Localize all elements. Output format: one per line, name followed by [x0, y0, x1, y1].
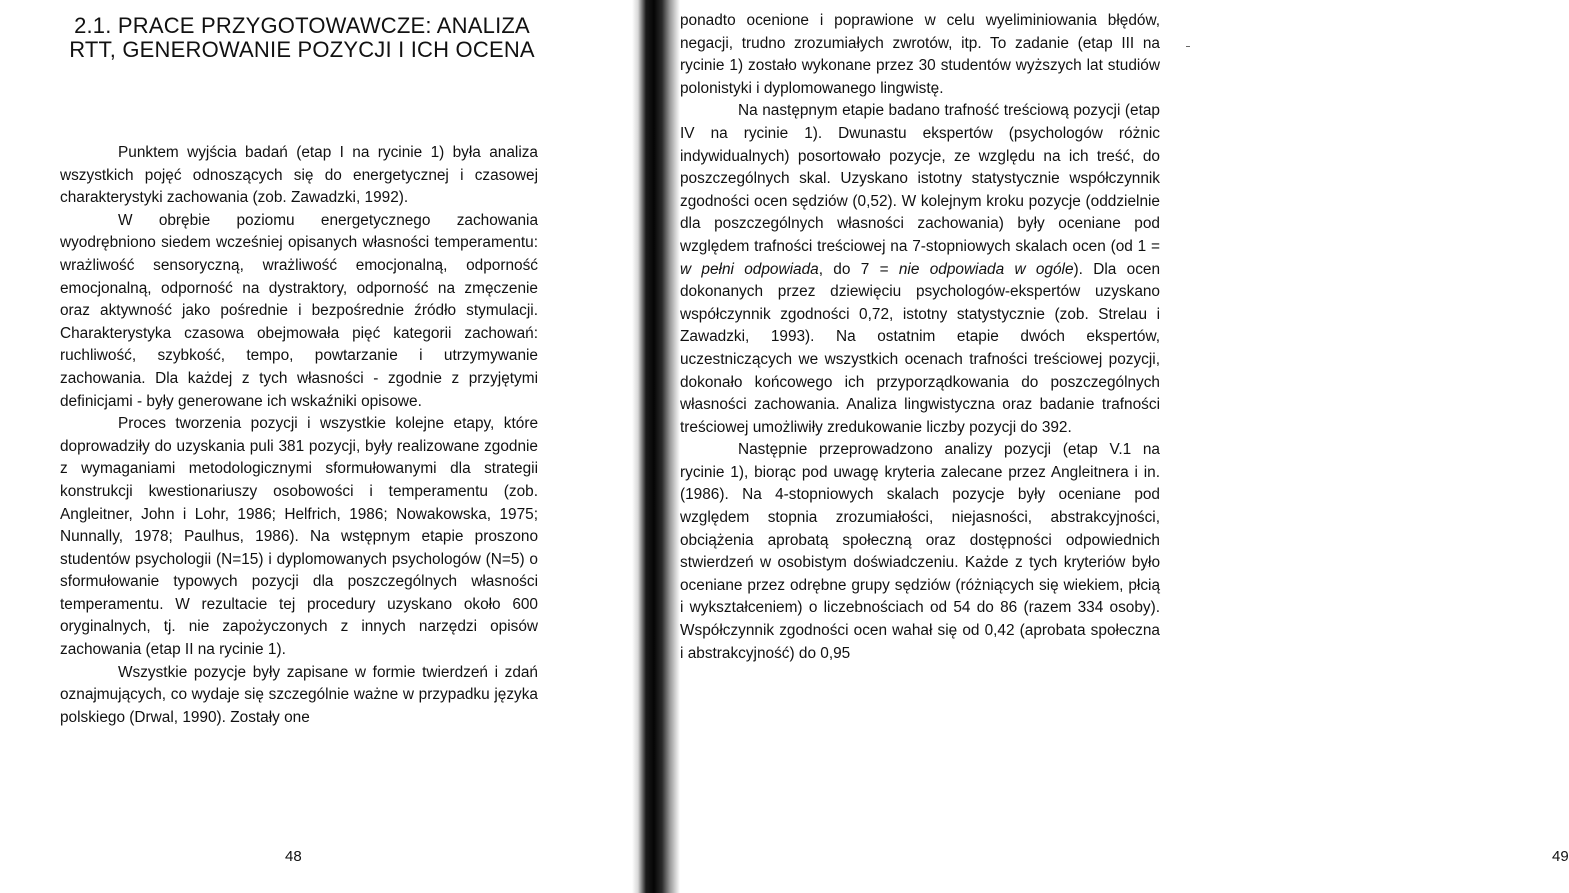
emphasis-text: w pełni odpowiada — [680, 260, 819, 278]
paragraph: Proces tworzenia pozycji i wszystkie kolejne etapy, które doprowadziły do uzyskania puli 381 pozycji, były realizowane zgodnie z wymaganiami metodologicznymi sformułowanymi dla strategii konstrukcji kwestionariuszy osobowości i temperamentu (zob. Angleitner, John i Lohr, 1986; Helfrich, 1986; Nowakowska, 1975; Nunnally, 1978; Paulhus, 1986). Na wstępnym etapie proszono studentów psychologii (N=15) i dyplomowanych psychologów (N=5) o sformułowanie typowych pozycji dla poszczególnych własności temperamentu. W rezultacie tej procedury uzyskano około 600 oryginalnych, tj. nie zapożyczonych z innych narzędzi opisów zachowania (etap II na rycinie 1). — [60, 415, 538, 659]
paragraph-text: Na następnym etapie badano trafność treściową pozycji (etap IV na rycinie 1). Dwunastu ekspertów (psychologów różnic indywidualnych) posortowało pozycje, ze względu na ich treść, do poszczególnych skal. Uzyskano istotny statystycznie współczynnik zgodności ocen sędziów (0,52). W kolejnym kroku pozycje (oddzielnie dla poszczególnych własności zachowania) były oceniane pod względem trafności treściowej na 7-stopniowych skalach ocen (od 1 = — [680, 102, 1160, 255]
page-number-right: 49 — [1552, 848, 1569, 865]
scan-speck — [1186, 46, 1190, 47]
paragraph — [680, 100, 1160, 439]
right-page-body — [680, 10, 1160, 665]
emphasis-text: nie odpowiada w ogóle — [898, 260, 1074, 278]
paragraph: Następnie przeprowadzono analizy pozycji (etap V.1 na rycinie 1), biorąc pod uwagę kryteria zalecane przez Angleitnera i in. (1986). Na 4-stopniowych skalach pozycje były oceniane pod względem stopnia zrozumiałości, niejasności, abstrakcyjności, obciążenia aprobatą społeczną oraz dostępności odpowiednich stwierdzeń w osobistym doświadczeniu. Każde z tych kryteriów było oceniane przez odrębne grupy sędziów (różniących się wiekiem, płcią i wykształceniem) o liczebnościach od 54 do 86 (razem 334 osoby). Współczynnik zgodności ocen wahał się od 0,42 (aprobata społeczna i abstrakcyjność) do 0,95 — [680, 441, 1160, 662]
paragraph-text: , do 7 = — [818, 260, 899, 278]
page-number-left: 48 — [285, 848, 302, 865]
paragraph: ponadto ocenione i poprawione w celu wyeliminiowania błędów, negacji, trudno zrozumiałych zwrotów, itp. To zadanie (etap III na rycinie 1) zostało wykonane przez 30 studentów wyższych lat studiów polonistyki i dyplomowanego lingwistę. — [680, 12, 1160, 97]
paragraph: Punktem wyjścia badań (etap I na rycinie 1) była analiza wszystkich pojęć odnoszących się do energetycznej i czasowej charakterystyki zachowania (zob. Zawadzki, 1992). — [60, 144, 538, 207]
paragraph: W obrębie poziomu energetycznego zachowania wyodrębniono siedem wcześniej opisanych własności temperamentu: wrażliwość sensoryczną, wrażliwość emocjonalną, odporność emocjonalną, odporność na dystraktory, odporność na zmęczenie oraz aktywność jako pośrednie i bezpośrednie źródło stymulacji. Charakterystyka czasowa obejmowała pięć kategorii zachowań: ruchliwość, szybkość, tempo, powtarzanie i utrzymywanie zachowania. Dla każdej z tych własności - zgodnie z przyjętymi definicjami - były generowane ich wskaźniki opisowe. — [60, 211, 538, 410]
left-page-body — [60, 142, 538, 729]
section-title: 2.1. PRACE PRZYGOTOWAWCZE: ANALIZA RTT, GENEROWANIE POZYCJI I ICH OCENA — [69, 13, 535, 62]
left-page — [0, 0, 640, 893]
paragraph-text: ). Dla ocen dokonanych przez dziewięciu psychologów-ekspertów uzyskano współczynnik zgodności 0,72, istotny statystycznie (zob. Strelau i Zawadzki, 1993). Na ostatnim etapie dwóch ekspertów, uczestniczących we wszystkich ocenach trafności treściowej pozycji, dokonało końcowego ich przyporządkowania do poszczególnych własności zachowania. Analiza lingwistyczna oraz badanie trafności treściowej umożliwiły zredukowanie liczby pozycji do 392. — [680, 260, 1161, 436]
paragraph: Wszystkie pozycje były zapisane w formie twierdzeń i zdań oznajmujących, co wydaje się szczególnie ważne w przypadku języka polskiego (Drwal, 1990). Zostały one — [60, 663, 538, 726]
